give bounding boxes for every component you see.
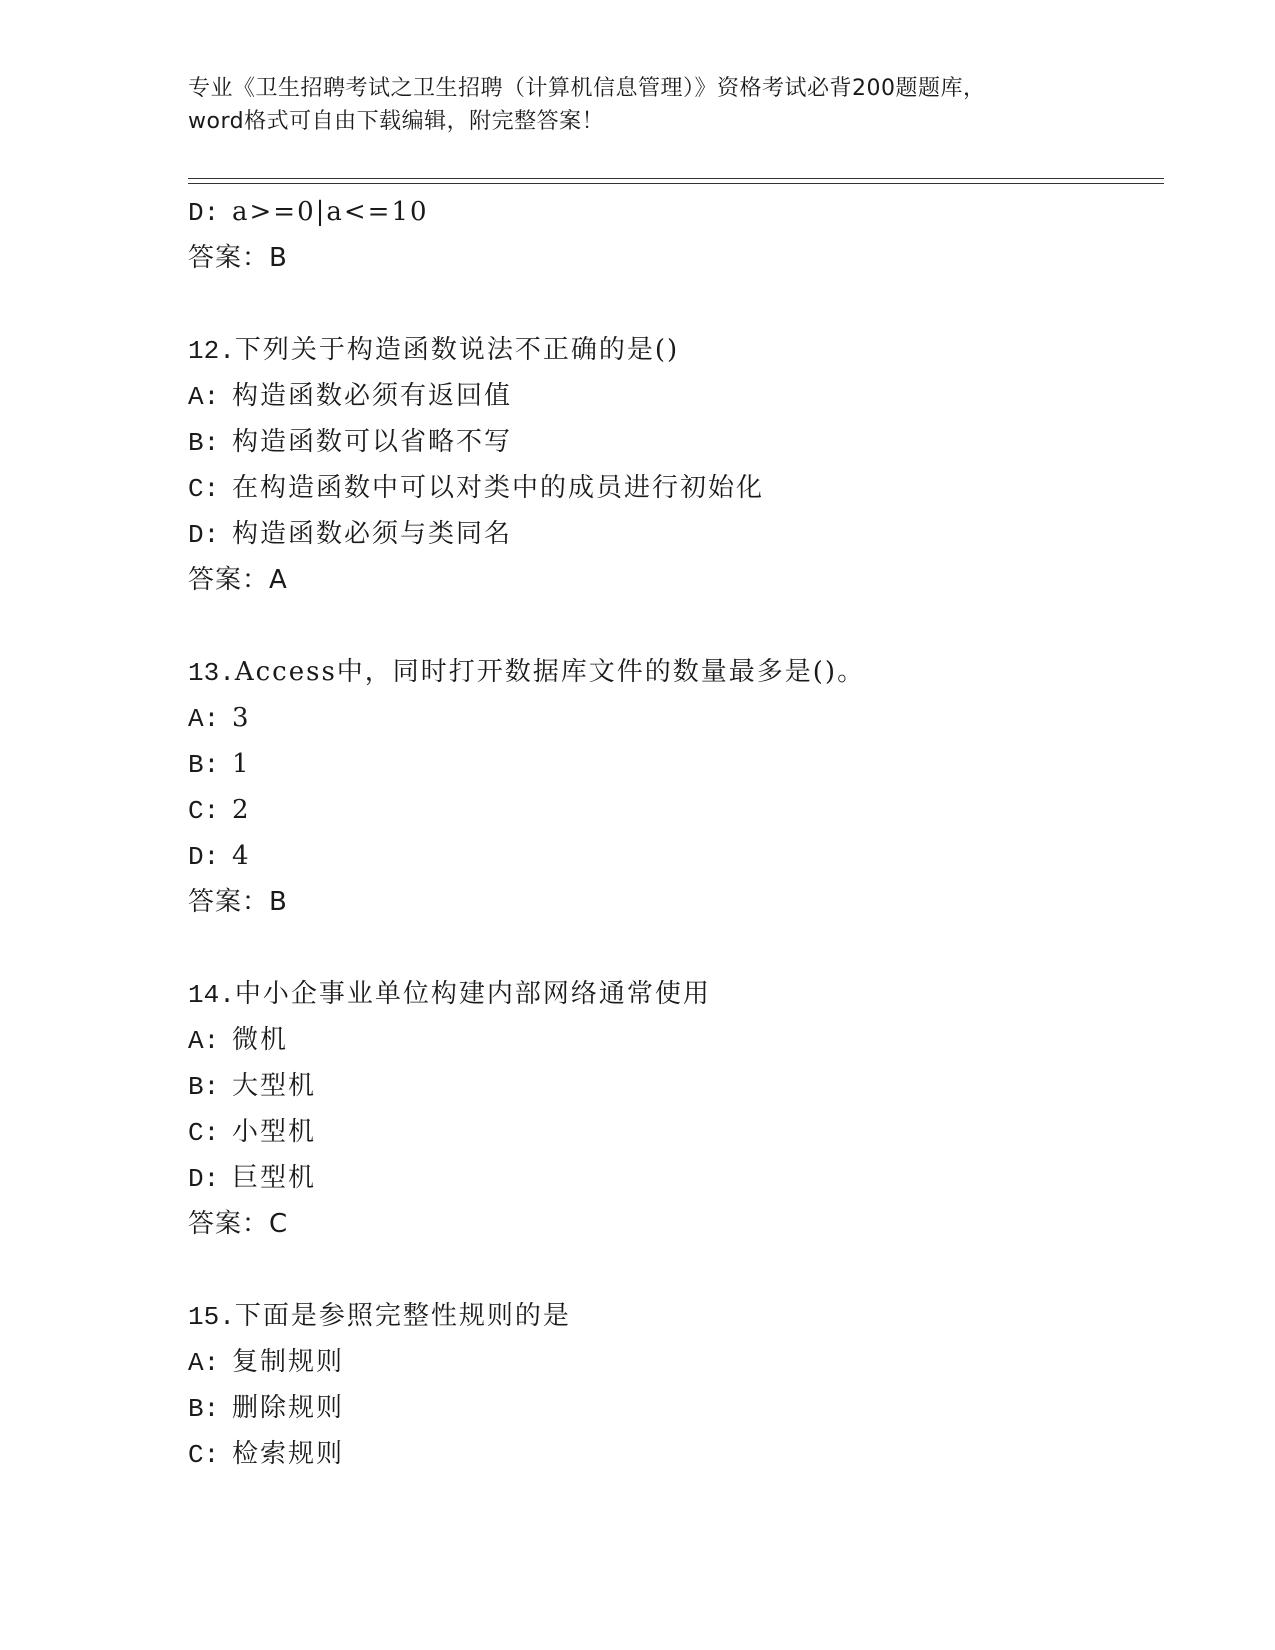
option-d <box>188 833 1164 879</box>
option-label: A: <box>188 382 220 412</box>
spacer <box>188 925 1164 971</box>
option-c <box>188 787 1164 833</box>
question-stem <box>188 327 1164 373</box>
option-a <box>188 373 1164 419</box>
question-stem <box>188 1293 1164 1339</box>
option-label: C: <box>188 1440 220 1470</box>
option-label: D: <box>188 198 220 228</box>
option-label: A: <box>188 1026 220 1056</box>
option-c <box>188 465 1164 511</box>
answer-line: 答案：B <box>188 243 288 273</box>
question-text: 下面是参照完整性规则的是 <box>234 1301 571 1331</box>
option-text: 巨型机 <box>232 1163 317 1193</box>
option-text: 检索规则 <box>232 1439 345 1469</box>
header-divider-bottom <box>188 183 1164 184</box>
option-label: A: <box>188 704 220 734</box>
spacer <box>188 1247 1164 1293</box>
question-text: Access中，同时打开数据库文件的数量最多是()。 <box>234 657 866 687</box>
option-text: 复制规则 <box>232 1347 345 1377</box>
option-label: C: <box>188 1118 220 1148</box>
question-number: 12. <box>188 336 235 366</box>
document-header <box>188 72 1088 138</box>
option-label: C: <box>188 474 220 504</box>
spacer <box>188 281 1164 327</box>
option-text: 删除规则 <box>232 1393 345 1423</box>
answer-line: 答案：B <box>188 887 288 917</box>
option-a <box>188 695 1164 741</box>
question-number: 15. <box>188 1302 235 1332</box>
option-label: B: <box>188 428 220 458</box>
option-label: D: <box>188 1164 220 1194</box>
option-b <box>188 741 1164 787</box>
question-number: 14. <box>188 980 235 1010</box>
option-d <box>188 511 1164 557</box>
option-b <box>188 419 1164 465</box>
header-divider-top <box>188 178 1164 179</box>
option-text: 4 <box>232 841 251 871</box>
option-a <box>188 1339 1164 1385</box>
question-text: 中小企事业单位构建内部网络通常使用 <box>234 979 711 1009</box>
question-text: 下列关于构造函数说法不正确的是() <box>234 335 680 365</box>
option-label: B: <box>188 1394 220 1424</box>
question-number: 13. <box>188 658 235 688</box>
answer-line: 答案：C <box>188 1209 289 1239</box>
option-text: 构造函数必须与类同名 <box>232 519 513 549</box>
option-b <box>188 1063 1164 1109</box>
option-text: 构造函数可以省略不写 <box>232 427 513 457</box>
question-list <box>188 189 1164 1477</box>
option-c <box>188 1431 1164 1477</box>
option-text: a>=0|a<=10 <box>232 197 429 227</box>
option-text: 1 <box>232 749 251 779</box>
option-d <box>188 189 1164 235</box>
option-text: 3 <box>232 703 251 733</box>
option-text: 2 <box>232 795 251 825</box>
option-d <box>188 1155 1164 1201</box>
option-label: C: <box>188 796 220 826</box>
header-line-1: 专业《卫生招聘考试之卫生招聘（计算机信息管理）》资格考试必背200题题库， <box>188 76 986 101</box>
option-a <box>188 1017 1164 1063</box>
option-c <box>188 1109 1164 1155</box>
option-b <box>188 1385 1164 1431</box>
header-line-2: word格式可自由下载编辑，附完整答案！ <box>188 109 605 134</box>
option-text: 构造函数必须有返回值 <box>232 381 513 411</box>
question-stem <box>188 649 1164 695</box>
answer-line: 答案：A <box>188 565 288 595</box>
spacer <box>188 603 1164 649</box>
option-text: 在构造函数中可以对类中的成员进行初始化 <box>232 473 765 503</box>
option-text: 小型机 <box>232 1117 317 1147</box>
option-label: A: <box>188 1348 220 1378</box>
option-label: B: <box>188 750 220 780</box>
question-stem <box>188 971 1164 1017</box>
option-label: D: <box>188 842 220 872</box>
option-text: 微机 <box>232 1025 289 1055</box>
option-text: 大型机 <box>232 1071 317 1101</box>
option-label: B: <box>188 1072 220 1102</box>
option-label: D: <box>188 520 220 550</box>
